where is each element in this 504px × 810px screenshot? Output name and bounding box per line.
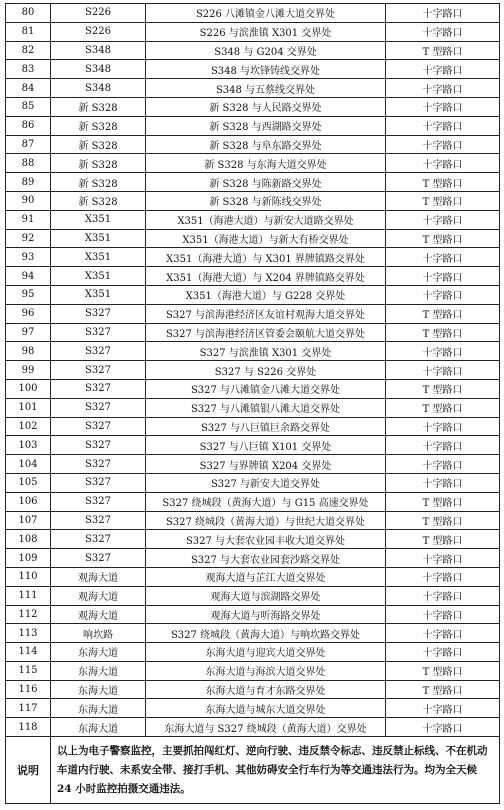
row-number-cell: 87: [6, 135, 51, 154]
row-number-cell: 96: [6, 304, 51, 323]
intersection-type-cell: T 型路口: [386, 398, 500, 417]
table-row: [6, 361, 500, 380]
road-name-cell: S327: [51, 398, 146, 417]
location-cell: 东海大道与 S327 绕城段（黄海大道）交界处: [146, 718, 386, 737]
road-name-cell: 新 S328: [51, 97, 146, 116]
row-number-cell: 92: [6, 229, 51, 248]
table-row: [6, 210, 500, 229]
location-cell: X351（海港大道）与 G228 交界处: [146, 285, 386, 304]
row-number-cell: 105: [6, 473, 51, 492]
row-number-cell: 93: [6, 248, 51, 267]
table-row: [6, 473, 500, 492]
table-row: [6, 605, 500, 624]
location-cell: 新 S328 与西湖路交界处: [146, 116, 386, 135]
row-number-cell: 104: [6, 455, 51, 474]
intersection-type-cell: 十字路口: [386, 154, 500, 173]
table-row: [6, 511, 500, 530]
intersection-type-cell: 十字路口: [386, 718, 500, 737]
location-cell: S327 与八滩镇银八滩大道交界处: [146, 398, 386, 417]
location-cell: S327 绕城段（黄海大道）与世纪大道交界处: [146, 511, 386, 530]
road-name-cell: S327: [51, 473, 146, 492]
row-number-cell: 81: [6, 22, 51, 41]
row-number-cell: 98: [6, 342, 51, 361]
location-cell: S327 与 S226 交界处: [146, 361, 386, 380]
table-row: [6, 116, 500, 135]
table-row: [6, 530, 500, 549]
location-cell: S327 与八滩镇金八滩大道交界处: [146, 379, 386, 398]
location-cell: X351（海港大道）与 X204 界牌镇路交界处: [146, 267, 386, 286]
location-cell: 新 S328 与新陈线交界处: [146, 191, 386, 210]
location-cell: S226 与滨淮镇 X301 交界处: [146, 22, 386, 41]
road-name-cell: S327: [51, 455, 146, 474]
road-name-cell: S226: [51, 4, 146, 23]
intersection-type-cell: T 型路口: [386, 191, 500, 210]
location-cell: X351（海港大道）与 X301 界牌镇路交界处: [146, 248, 386, 267]
intersection-type-cell: 十字路口: [386, 22, 500, 41]
location-cell: S226 八滩镇金八滩大道交界处: [146, 4, 386, 23]
road-name-cell: S327: [51, 436, 146, 455]
row-number-cell: 111: [6, 586, 51, 605]
intersection-table: [5, 3, 500, 804]
intersection-type-cell: 十字路口: [386, 643, 500, 662]
row-number-cell: 110: [6, 567, 51, 586]
road-name-cell: S327: [51, 530, 146, 549]
road-name-cell: S348: [51, 41, 146, 60]
intersection-type-cell: 十字路口: [386, 417, 500, 436]
row-number-cell: 102: [6, 417, 51, 436]
table-row: [6, 248, 500, 267]
road-name-cell: S348: [51, 79, 146, 98]
intersection-type-cell: T 型路口: [386, 530, 500, 549]
note-text: 以上为电子警察监控，主要抓拍闯红灯、逆向行驶、违反禁令标志、违反禁止标线、不在机动车道内行驶、未系安全带、接打手机、其他妨碍安全行车行为等交通违法行为。均为全天候 24 小时监控拍摄交通违法。: [51, 737, 500, 804]
intersection-type-cell: T 型路口: [386, 661, 500, 680]
table-row: [6, 379, 500, 398]
table-row: [6, 567, 500, 586]
row-number-cell: 84: [6, 79, 51, 98]
row-number-cell: 94: [6, 267, 51, 286]
table-row: [6, 436, 500, 455]
row-number-cell: 106: [6, 492, 51, 511]
row-number-cell: 108: [6, 530, 51, 549]
table-row: [6, 60, 500, 79]
table-row: [6, 135, 500, 154]
road-name-cell: S226: [51, 22, 146, 41]
intersection-type-cell: 十字路口: [386, 549, 500, 568]
road-name-cell: S327: [51, 304, 146, 323]
location-cell: 新 S328 与东海大道交界处: [146, 154, 386, 173]
location-cell: S327 与界牌镇 X204 交界处: [146, 455, 386, 474]
road-name-cell: S327: [51, 361, 146, 380]
table-row: [6, 97, 500, 116]
intersection-type-cell: 十字路口: [386, 361, 500, 380]
location-cell: S327 与滨淮镇 X301 交界处: [146, 342, 386, 361]
row-number-cell: 117: [6, 699, 51, 718]
row-number-cell: 103: [6, 436, 51, 455]
road-name-cell: S327: [51, 379, 146, 398]
intersection-type-cell: 十字路口: [386, 567, 500, 586]
location-cell: 新 S328 与陈新路交界处: [146, 173, 386, 192]
table-row: [6, 661, 500, 680]
intersection-type-cell: 十字路口: [386, 248, 500, 267]
road-name-cell: 新 S328: [51, 154, 146, 173]
intersection-type-cell: 十字路口: [386, 699, 500, 718]
row-number-cell: 114: [6, 643, 51, 662]
table-row: [6, 586, 500, 605]
row-number-cell: 118: [6, 718, 51, 737]
road-name-cell: 东海大道: [51, 680, 146, 699]
table-row: [6, 154, 500, 173]
row-number-cell: 112: [6, 605, 51, 624]
note-label: 说明: [6, 737, 51, 804]
road-name-cell: X351: [51, 267, 146, 286]
location-cell: 东海大道与海滨大道交界处: [146, 661, 386, 680]
row-number-cell: 113: [6, 624, 51, 643]
intersection-type-cell: 十字路口: [386, 342, 500, 361]
table-row: [6, 229, 500, 248]
table-row: [6, 323, 500, 342]
row-number-cell: 101: [6, 398, 51, 417]
location-cell: S348 与坎锋铸线交界处: [146, 60, 386, 79]
table-row: [6, 79, 500, 98]
table-row: [6, 4, 500, 23]
location-cell: S327 绕城段（黄海大道）与响坎路交界处: [146, 624, 386, 643]
intersection-type-cell: T 型路口: [386, 680, 500, 699]
road-name-cell: 东海大道: [51, 718, 146, 737]
intersection-type-cell: 十字路口: [386, 436, 500, 455]
road-name-cell: X351: [51, 210, 146, 229]
table-row: [6, 342, 500, 361]
road-name-cell: S327: [51, 549, 146, 568]
intersection-type-cell: T 型路口: [386, 379, 500, 398]
road-name-cell: 响坎路: [51, 624, 146, 643]
intersection-type-cell: 十字路口: [386, 60, 500, 79]
table-row: [6, 173, 500, 192]
row-number-cell: 109: [6, 549, 51, 568]
intersection-type-cell: T 型路口: [386, 304, 500, 323]
table-row: [6, 41, 500, 60]
location-cell: X351（海港大道）与新大有桥交界处: [146, 229, 386, 248]
road-name-cell: X351: [51, 229, 146, 248]
table-row: [6, 304, 500, 323]
table-row: [6, 285, 500, 304]
intersection-type-cell: 十字路口: [386, 4, 500, 23]
table-row: [6, 699, 500, 718]
table-row: [6, 267, 500, 286]
location-cell: S327 与大套农业园套沙路交界处: [146, 549, 386, 568]
road-name-cell: 观海大道: [51, 586, 146, 605]
row-number-cell: 95: [6, 285, 51, 304]
row-number-cell: 90: [6, 191, 51, 210]
intersection-type-cell: T 型路口: [386, 229, 500, 248]
row-number-cell: 82: [6, 41, 51, 60]
intersection-type-cell: 十字路口: [386, 473, 500, 492]
table-row: [6, 643, 500, 662]
row-number-cell: 85: [6, 97, 51, 116]
table-row: [6, 624, 500, 643]
road-name-cell: S327: [51, 323, 146, 342]
location-cell: X351（海港大道）与新安大道路交界处: [146, 210, 386, 229]
location-cell: S327 与大套农业园丰收大道交界处: [146, 530, 386, 549]
table-row: [6, 492, 500, 511]
location-cell: S327 与八巨镇巨余路交界处: [146, 417, 386, 436]
road-name-cell: 新 S328: [51, 191, 146, 210]
intersection-type-cell: 十字路口: [386, 116, 500, 135]
intersection-type-cell: 十字路口: [386, 624, 500, 643]
intersection-type-cell: T 型路口: [386, 492, 500, 511]
location-cell: 东海大道与城东大道交界处: [146, 699, 386, 718]
location-cell: S348 与 G204 交界处: [146, 41, 386, 60]
intersection-type-cell: T 型路口: [386, 323, 500, 342]
row-number-cell: 116: [6, 680, 51, 699]
location-cell: S327 与八巨镇 X101 交界处: [146, 436, 386, 455]
location-cell: 新 S328 与阜东路交界处: [146, 135, 386, 154]
location-cell: S327 与滨海港经济区友谊村观海大道交界处: [146, 304, 386, 323]
location-cell: S327 绕城段（黄海大道）与 G15 高速交界处: [146, 492, 386, 511]
table-body: [6, 4, 500, 737]
road-name-cell: 新 S328: [51, 173, 146, 192]
row-number-cell: 83: [6, 60, 51, 79]
intersection-type-cell: 十字路口: [386, 586, 500, 605]
row-number-cell: 115: [6, 661, 51, 680]
location-cell: 观海大道与芷江大道交界处: [146, 567, 386, 586]
row-number-cell: 89: [6, 173, 51, 192]
road-name-cell: 观海大道: [51, 605, 146, 624]
intersection-type-cell: T 型路口: [386, 173, 500, 192]
intersection-type-cell: 十字路口: [386, 135, 500, 154]
road-name-cell: S348: [51, 60, 146, 79]
table-row: [6, 22, 500, 41]
location-cell: 观海大道与听海路交界处: [146, 605, 386, 624]
intersection-type-cell: 十字路口: [386, 267, 500, 286]
road-name-cell: 新 S328: [51, 116, 146, 135]
road-name-cell: 东海大道: [51, 661, 146, 680]
intersection-type-cell: 十字路口: [386, 455, 500, 474]
row-number-cell: 80: [6, 4, 51, 23]
row-number-cell: 86: [6, 116, 51, 135]
road-name-cell: 新 S328: [51, 135, 146, 154]
row-number-cell: 99: [6, 361, 51, 380]
road-name-cell: 东海大道: [51, 643, 146, 662]
table-row: [6, 549, 500, 568]
intersection-type-cell: 十字路口: [386, 605, 500, 624]
location-cell: S327 与新安大道交界处: [146, 473, 386, 492]
row-number-cell: 100: [6, 379, 51, 398]
table-row: [6, 718, 500, 737]
road-name-cell: X351: [51, 285, 146, 304]
location-cell: 东海大道与迎宾大道交界处: [146, 643, 386, 662]
note-row: [6, 737, 500, 804]
location-cell: S327 与滨海港经济区管委会颐航大道交界处: [146, 323, 386, 342]
intersection-type-cell: 十字路口: [386, 79, 500, 98]
table-row: [6, 680, 500, 699]
row-number-cell: 91: [6, 210, 51, 229]
location-cell: 观海大道与滨湖路交界处: [146, 586, 386, 605]
row-number-cell: 97: [6, 323, 51, 342]
row-number-cell: 107: [6, 511, 51, 530]
intersection-type-cell: 十字路口: [386, 285, 500, 304]
road-name-cell: X351: [51, 248, 146, 267]
road-name-cell: S327: [51, 342, 146, 361]
table-row: [6, 191, 500, 210]
intersection-type-cell: T 型路口: [386, 41, 500, 60]
table-row: [6, 398, 500, 417]
table-row: [6, 455, 500, 474]
road-name-cell: 观海大道: [51, 567, 146, 586]
location-cell: 东海大道与育才东路交界处: [146, 680, 386, 699]
intersection-type-cell: T 型路口: [386, 511, 500, 530]
road-name-cell: S327: [51, 417, 146, 436]
intersection-type-cell: 十字路口: [386, 97, 500, 116]
location-cell: S348 与五蔡线交界处: [146, 79, 386, 98]
intersection-type-cell: 十字路口: [386, 210, 500, 229]
road-name-cell: 东海大道: [51, 699, 146, 718]
location-cell: 新 S328 与人民路交界处: [146, 97, 386, 116]
row-number-cell: 88: [6, 154, 51, 173]
road-name-cell: S327: [51, 492, 146, 511]
road-name-cell: S327: [51, 511, 146, 530]
table-row: [6, 417, 500, 436]
